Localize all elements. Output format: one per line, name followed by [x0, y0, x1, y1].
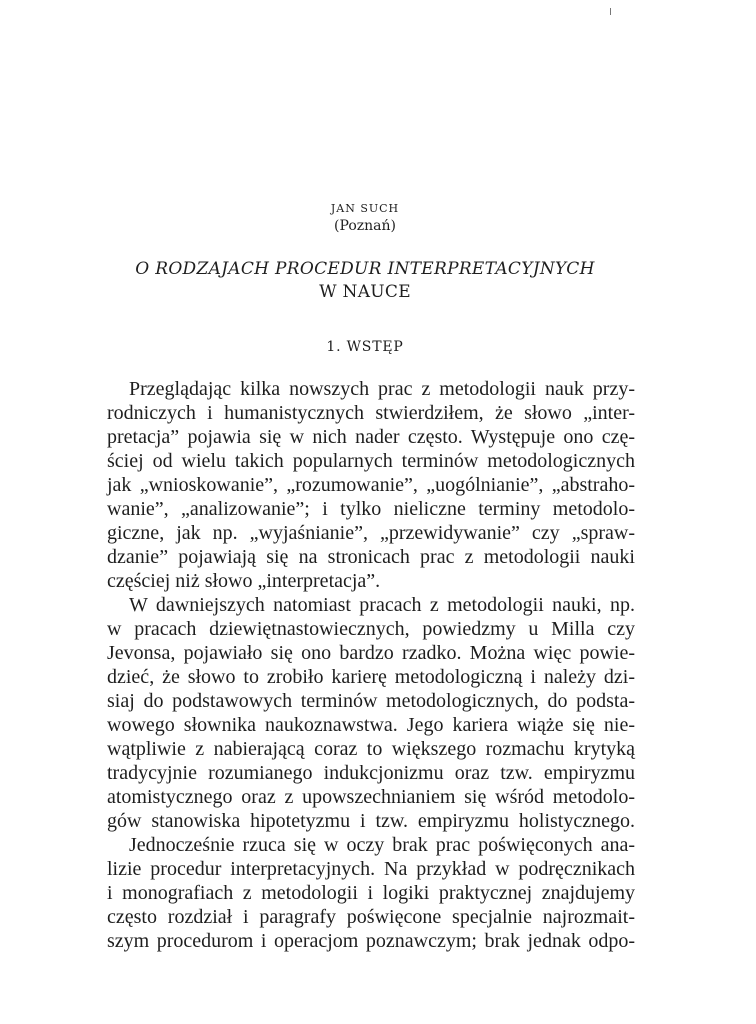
paragraph-2-line: tradycyjnie rozumianego indukcjonizmu oraz tzw. empiryzmu: [107, 762, 635, 784]
paragraph-2-line: wątpliwie z nabierającą coraz to większego rozmachu krytyką: [107, 738, 635, 760]
paragraph-2-line: Jevonsa, pojawiało się ono bardzo rzadko. Można więc powie-: [107, 642, 635, 664]
paragraph-3-line: często rozdział i paragrafy poświęcone specjalnie najrozmait-: [107, 906, 635, 928]
paragraph-2-line: dzieć, że słowo to zrobiło karierę metodologiczną i należy dzi-: [107, 666, 635, 688]
paragraph-2-line: wowego słownika naukoznawstwa. Jego kariera wiąże się nie-: [107, 714, 635, 736]
paragraph-1-line: giczne, jak np. „wyjaśnianie”, „przewidywanie” czy „spraw-: [107, 522, 635, 544]
paragraph-3-line: i monografiach z metodologii i logiki praktycznej znajdujemy: [107, 882, 635, 904]
article-title-line-1: O RODZAJACH PROCEDUR INTERPRETACYJNYCH: [135, 259, 595, 279]
paragraph-2-line: siaj do podstawowych terminów metodologicznych, do podsta-: [107, 690, 635, 712]
author-affiliation: (Poznań): [334, 218, 396, 234]
paragraph-2-line: gów stanowiska hipotetyzmu i tzw. empiryzmu holistycznego.: [107, 810, 635, 832]
paragraph-1-line: ściej od wielu takich popularnych terminów metodologicznych: [107, 450, 635, 472]
paragraph-1-line: dzanie” pojawiają się na stronicach prac z metodologii nauki: [107, 546, 635, 568]
body-text: [107, 377, 635, 953]
paragraph-3-line: szym procedurom i operacjom poznawczym; brak jednak odpo-: [107, 930, 635, 952]
paragraph-2-line: w pracach dziewiętnastowiecznych, powiedzmy u Milla czy: [107, 618, 635, 640]
article-title-line-2: W NAUCE: [319, 282, 411, 302]
scan-mark: [610, 8, 611, 15]
paragraph-1-line: rodniczych i humanistycznych stwierdziłem, że słowo „inter-: [107, 402, 635, 424]
paragraph-1-line: pretacja” pojawia się w nich nader często. Występuje ono czę-: [107, 426, 635, 448]
author-name: JAN SUCH: [330, 202, 400, 215]
paragraph-3-line: lizie procedur interpretacyjnych. Na przykład w podręcznikach: [107, 858, 635, 880]
paragraph-3-line: Jednocześnie rzuca się w oczy brak prac poświęconych ana-: [129, 834, 635, 856]
paragraph-1-line: Przeglądając kilka nowszych prac z metodologii nauk przy-: [129, 378, 635, 400]
paragraph-2-line: W dawniejszych natomiast pracach z metodologii nauki, np.: [129, 594, 635, 616]
paragraph-2-line: atomistycznego oraz z upowszechnianiem się wśród metodolo-: [107, 786, 635, 808]
section-heading: 1. WSTĘP: [326, 339, 404, 355]
paragraph-1-line: wanie”, „analizowanie”; i tylko nieliczne terminy metodolo-: [107, 498, 635, 520]
paragraph-1-line: częściej niż słowo „interpretacja”.: [107, 570, 381, 592]
paragraph-1-line: jak „wnioskowanie”, „rozumowanie”, „uogólnianie”, „abstraho-: [107, 474, 635, 496]
